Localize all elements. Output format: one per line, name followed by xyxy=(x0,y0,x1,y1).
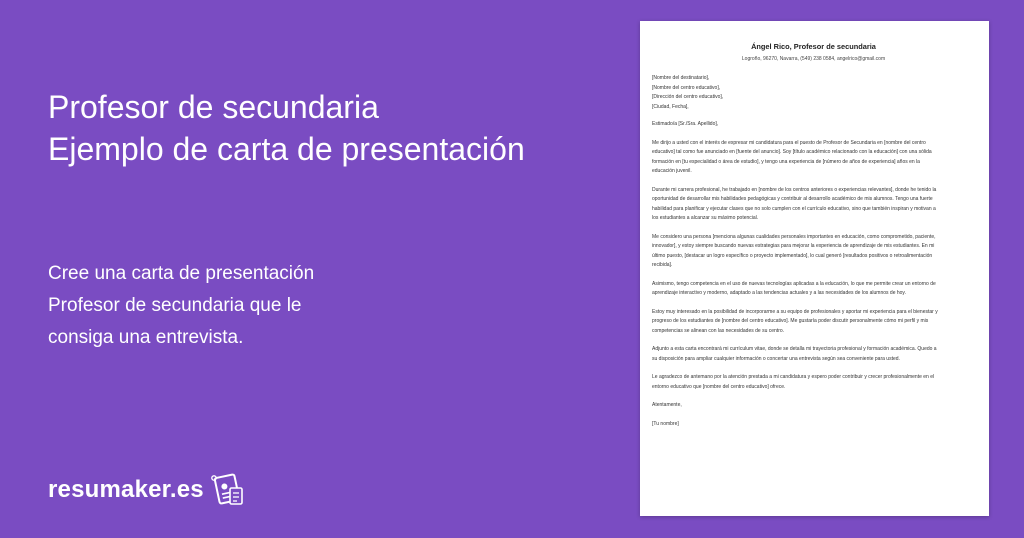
paragraph-line: Me considero una persona [menciona algunas cualidades personales importantes en educación, como comprometido, paciente, xyxy=(652,233,936,240)
hero-subtitle-line: Profesor de secundaria que le xyxy=(48,295,302,316)
paragraph-line: Asimismo, tengo competencia en el uso de nuevas tecnologías aplicadas a la educación, lo que me permite crear un entorno de xyxy=(652,280,936,287)
paragraph-line: progreso de los estudiantes de [nombre del centro educativo]. Me gustaría poder discutir personalmente cómo mi perfil y mis xyxy=(652,318,929,324)
hero-title-line: Ejemplo de carta de presentación xyxy=(48,131,525,167)
hero-title-line: Profesor de secundaria xyxy=(48,89,379,125)
hero-subtitle-line: consiga una entrevista. xyxy=(48,327,244,348)
paragraph-line: Me dirijo a usted con el interés de expresar mi candidatura para el puesto de Profesor de Secundaria en [nombre del centro xyxy=(652,139,926,146)
paragraph-line: los estudiantes a alcanzar su máximo potencial. xyxy=(652,215,759,221)
brand-name: resumaker.es xyxy=(48,476,204,503)
paragraph-line: Le agradezco de antemano por la atención prestada a mi candidatura y espero poder contribuir y crecer profesionalmente en el xyxy=(652,374,935,380)
paragraph-line: aprendizaje interactivo y moderno, adaptado a las tendencias actuales y a las necesidades de los alumnos de hoy. xyxy=(652,290,906,296)
letter-name: Ángel Rico, Profesor de secundaria xyxy=(751,42,876,51)
cover-letter-preview xyxy=(640,21,989,516)
letter-paragraph xyxy=(652,345,975,364)
paragraph-line: habilidad para planificar y ejecutar clases que no solo cumplen con el currículo educativo, sino que también inspiran y motivan a xyxy=(652,205,936,212)
brand-logo[interactable] xyxy=(48,470,246,510)
letter-paragraph xyxy=(652,233,975,271)
letter-closing: Atentamente, xyxy=(652,402,682,408)
letter-paragraph xyxy=(652,308,975,337)
paragraph-line: su disposición para ampliar cualquier información o concertar una entrevista según sea conveniente para usted. xyxy=(652,355,900,362)
paragraph-line: entorno educativo que [nombre del centro educativo] ofrece. xyxy=(652,383,786,390)
paragraph-line: oportunidad de desarrollar mis habilidades pedagógicas y contribuir al desarrollo académico de mis alumnos. Tengo una fuerte xyxy=(652,196,933,202)
letter-signature: [Tu nombre] xyxy=(652,420,679,427)
letter-greeting: Estimado/a [Sr./Sra. Apellido], xyxy=(652,121,719,127)
letter-paragraph xyxy=(652,186,975,224)
hero-subtitle-line: Cree una carta de presentación xyxy=(48,263,315,284)
paragraph-line: Durante mi carrera profesional, he trabajado en [nombre de los centros anteriores o experiencias relevantes], donde he tenido la xyxy=(652,186,937,193)
paragraph-line: educativo] tal como fue anunciado en [fuente del anuncio]. Soy [título académico relacionado con la educación] con una sólida xyxy=(652,149,932,155)
hero-subtitle xyxy=(48,258,408,354)
address-line: [Ciudad, Fecha], xyxy=(652,103,689,110)
paragraph-line: educación juvenil. xyxy=(652,168,692,174)
paragraph-line: último puesto, [destacar un logro específico o proyecto implementado], lo cual generó [resultados positivos o retroalimentación xyxy=(652,252,933,259)
paragraph-line: competencias se alinean con las necesidades de su centro. xyxy=(652,327,785,334)
address-line: [Nombre del centro educativo], xyxy=(652,84,721,91)
paragraph-line: Adjunto a esta carta encontrará mi currículum vitae, donde se detalla mi trayectoria profesional y formación académica. Quedo a xyxy=(652,346,937,352)
resume-document-icon xyxy=(208,470,246,510)
address-line: [Nombre del destinatario], xyxy=(652,75,710,81)
hero-title xyxy=(48,86,525,170)
letter-contact: Logroño, 96270, Navarra, (549) 238 0584, angelrico@gmail.com xyxy=(741,56,886,62)
paragraph-line: Estoy muy interesado en la posibilidad de incorporarme a su equipo de profesionales y aportar mi experiencia para el bienestar y xyxy=(652,308,938,315)
paragraph-line: recibida]. xyxy=(652,262,673,268)
letter-paragraph xyxy=(652,373,975,392)
address-line: [Dirección del centro educativo], xyxy=(652,94,724,100)
letter-paragraph xyxy=(652,139,975,177)
letter-address xyxy=(652,74,975,112)
letter-paragraph xyxy=(652,280,975,299)
paragraph-line: formación en [tu especialidad o área de estudio], y tengo una experiencia de [número de años de experiencia] años en la xyxy=(652,158,920,165)
paragraph-line: innovador], y estoy siempre buscando nuevas estrategias para mejorar la experiencia de aprendizaje de mis estudiantes. En mi xyxy=(652,243,935,249)
